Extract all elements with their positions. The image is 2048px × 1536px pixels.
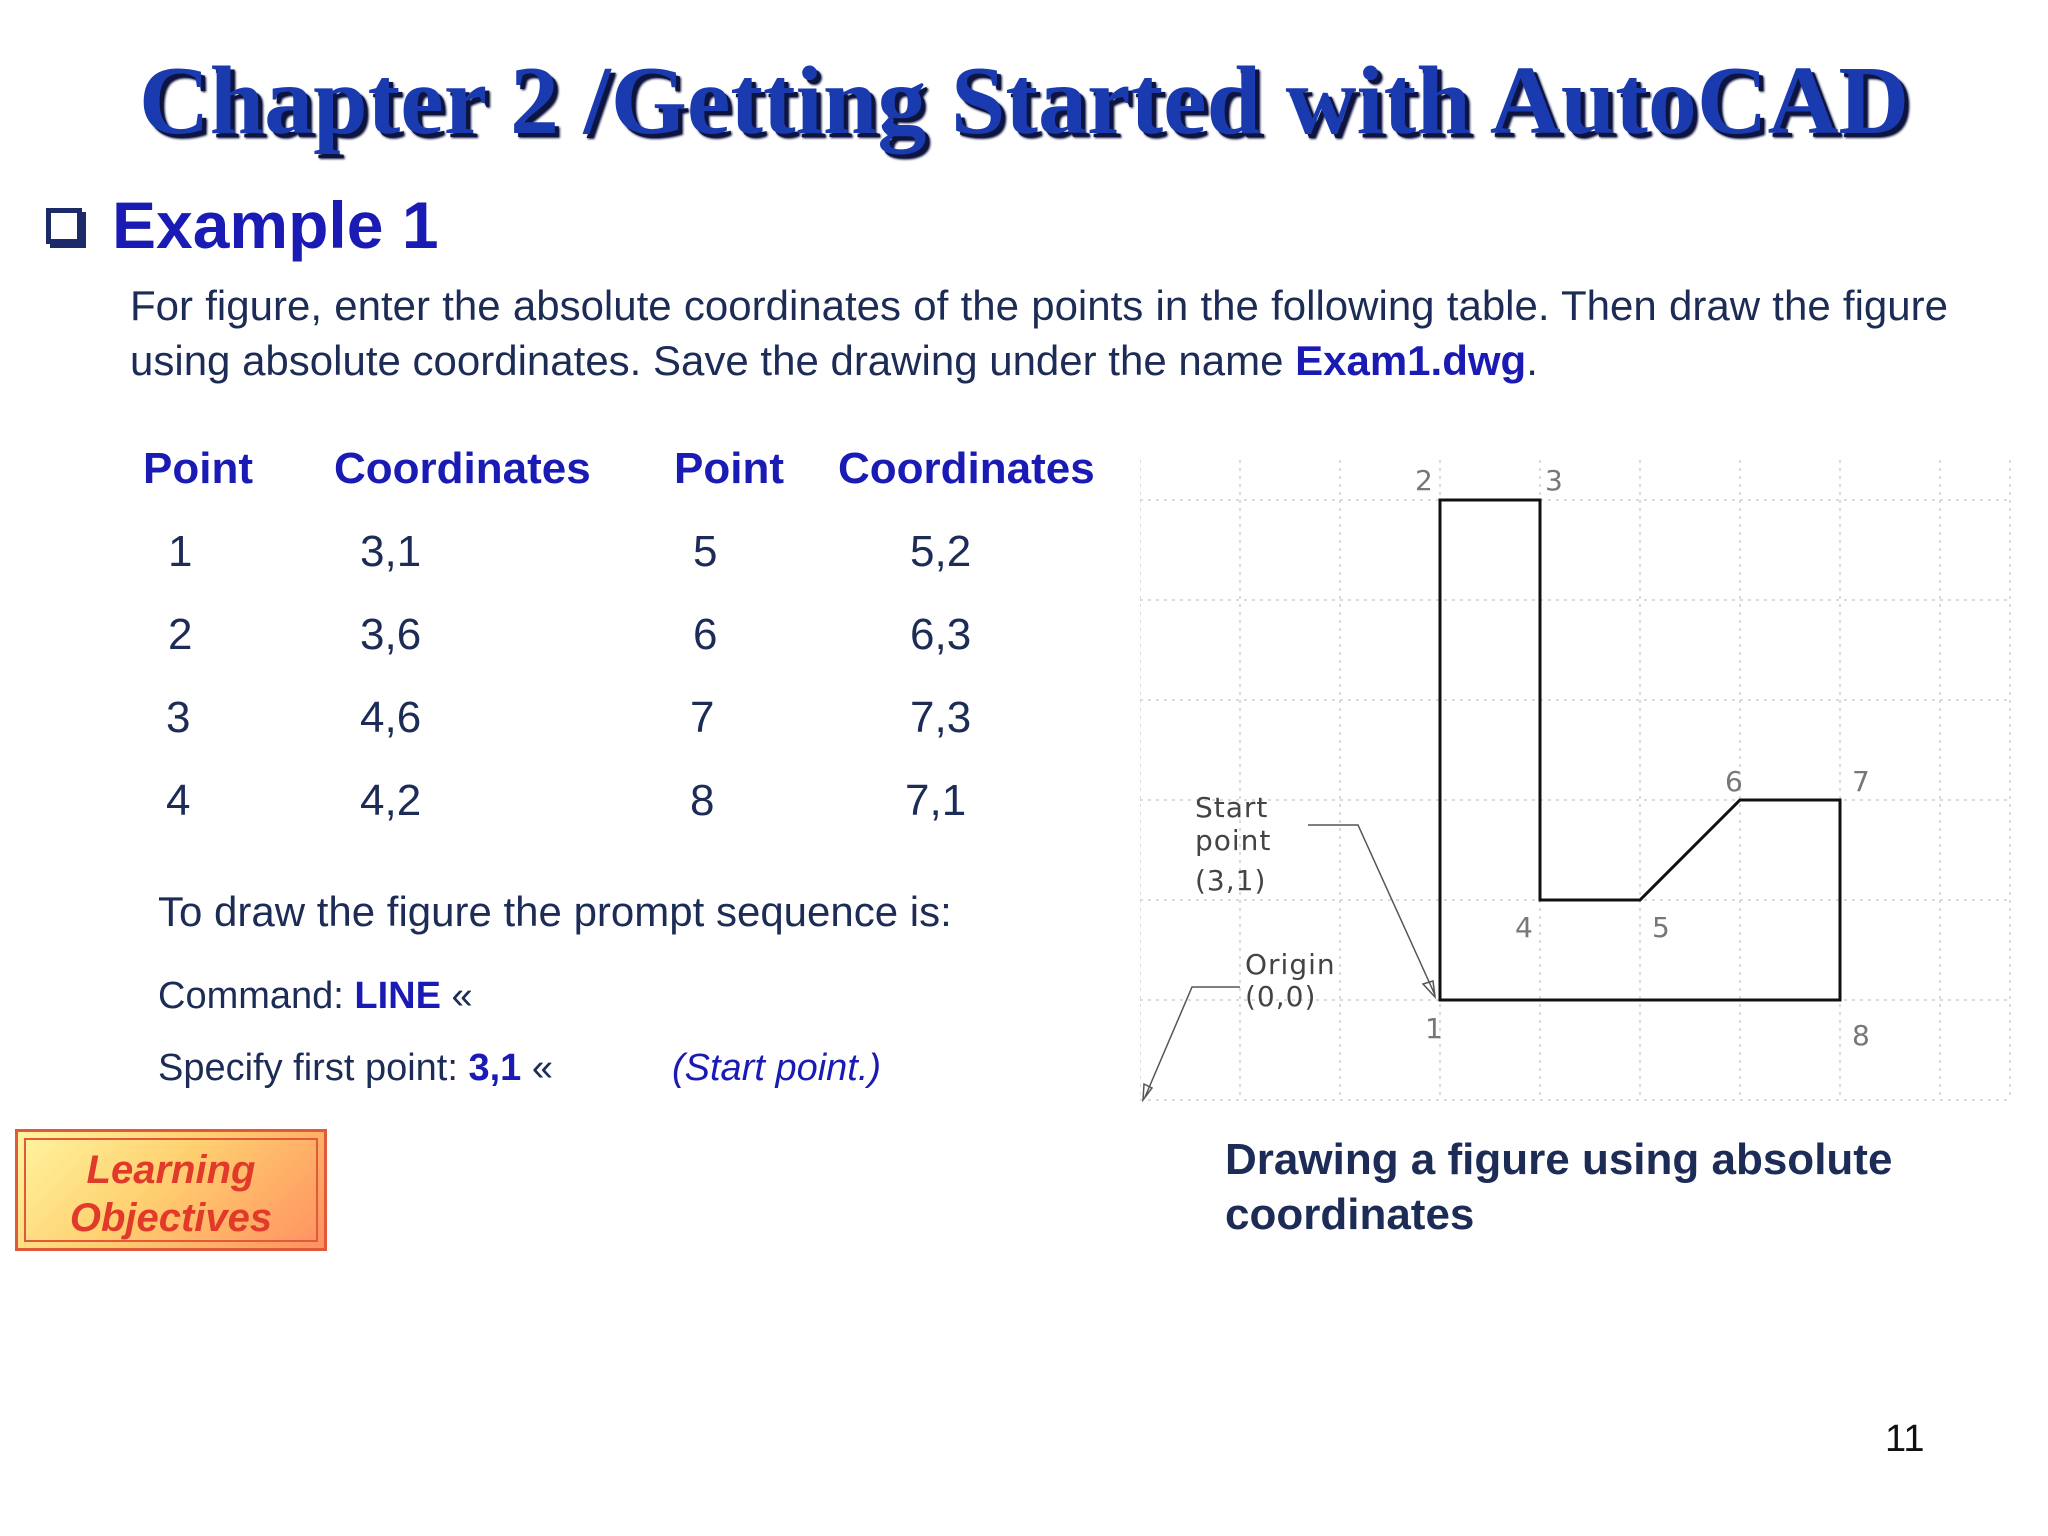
intro-end: . (1526, 337, 1538, 384)
point-label-7: 7 (1852, 765, 1870, 798)
point-label-3: 3 (1545, 464, 1563, 497)
table-cell-coord: 5,2 (910, 527, 972, 576)
start-label-line2: point (1195, 824, 1272, 857)
table-cell-coord: 3,1 (360, 527, 422, 576)
point-label-6: 6 (1725, 765, 1743, 798)
command-line (158, 975, 473, 1018)
point-label-2: 2 (1415, 464, 1433, 497)
start-point-note: (Start point.) (672, 1047, 882, 1089)
intro-paragraph (130, 278, 1948, 388)
coordinate-figure (1140, 460, 2020, 1120)
first-point-suffix: « (521, 1047, 553, 1089)
checkbox-bullet-icon (46, 208, 82, 244)
table-cell-point: 1 (168, 527, 193, 576)
page-number: 11 (1885, 1418, 1925, 1460)
example-heading-text: Example 1 (112, 188, 439, 262)
intro-filename: Exam1.dwg (1295, 337, 1527, 384)
origin-label-line1: Origin (1245, 948, 1336, 981)
point-label-1: 1 (1425, 1012, 1443, 1045)
start-label-line1: Start (1195, 791, 1269, 824)
table-header-point-right: Point (674, 444, 784, 493)
first-point-value: 3,1 (468, 1047, 522, 1089)
table-cell-point: 5 (693, 527, 718, 576)
origin-label-line2: (0,0) (1245, 980, 1317, 1013)
table-cell-coord: 7,1 (905, 776, 967, 825)
point-label-5: 5 (1652, 911, 1670, 944)
table-header-point-left: Point (143, 444, 253, 493)
prompt-lead: To draw the figure the prompt sequence is: (158, 888, 952, 935)
command-label: Command: (158, 975, 355, 1017)
slide-title: Chapter 2 /Getting Started with AutoCAD (138, 47, 1910, 155)
first-point-label: Specify first point: (158, 1047, 469, 1089)
table-cell-coord: 3,6 (360, 610, 422, 659)
learning-objectives-line1: Learning (86, 1148, 256, 1192)
point-label-8: 8 (1852, 1019, 1870, 1052)
command-value: LINE (354, 975, 441, 1017)
figure-caption: Drawing a figure using absolute coordinates (1225, 1135, 1893, 1239)
table-cell-point: 7 (690, 693, 715, 742)
example-heading (46, 188, 439, 262)
table-header-coordinates-left: Coordinates (334, 444, 591, 493)
origin-leader-line (1145, 987, 1240, 1097)
table-cell-coord: 7,3 (910, 693, 972, 742)
table-cell-coord: 4,2 (360, 776, 422, 825)
intro-text: For figure, enter the absolute coordinates of the points in the following table. Then draw the figure using absolute coordinates. Save the drawing under the name (130, 282, 1948, 384)
start-label-line3: (3,1) (1195, 864, 1267, 897)
table-cell-point: 6 (693, 610, 718, 659)
table-cell-point: 3 (166, 693, 191, 742)
table-cell-point: 8 (690, 776, 715, 825)
point-label-4: 4 (1515, 911, 1533, 944)
table-cell-point: 4 (166, 776, 191, 825)
learning-objectives-button[interactable] (15, 1129, 327, 1251)
table-cell-coord: 4,6 (360, 693, 422, 742)
table-cell-point: 2 (168, 610, 193, 659)
learning-objectives-line2: Objectives (69, 1196, 273, 1240)
command-suffix: « (440, 975, 473, 1017)
first-point-line (158, 1047, 553, 1090)
table-header-coordinates-right: Coordinates (838, 444, 1095, 493)
table-cell-coord: 6,3 (910, 610, 972, 659)
